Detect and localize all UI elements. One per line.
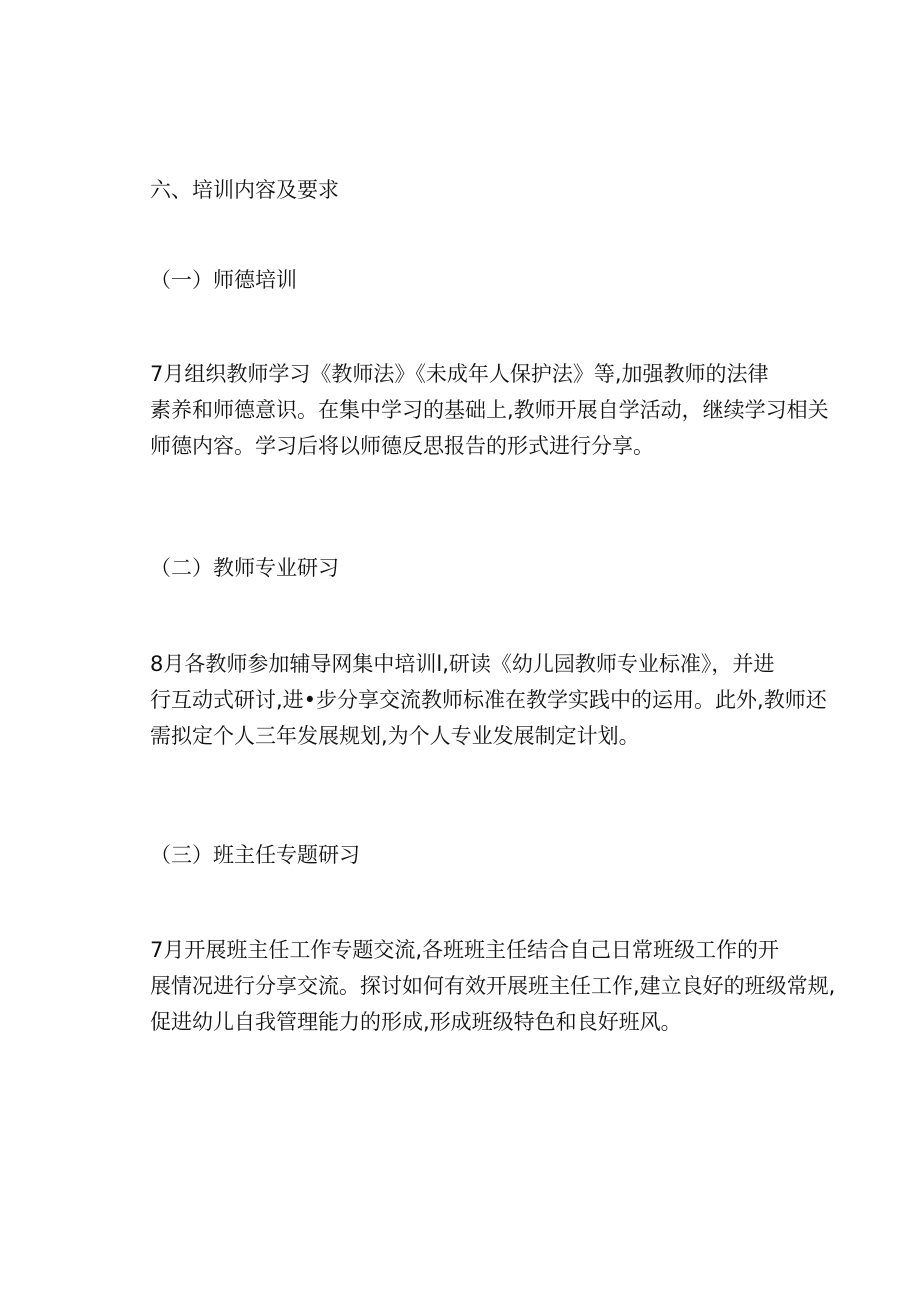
paragraph-2 [150,646,827,754]
subsection-heading-1: （一）师德培训 [150,268,297,292]
paragraph-line: 师德内容。学习后将以师德反思报告的形式进行分享。 [150,434,654,458]
paragraph-line: 展情况进行分享交流。探讨如何有效开展班主任工作,建立良好的班级常规, [150,974,836,998]
paragraph-line: 8月各教师参加辅导网集中培训l,研读《幼儿园教师专业标准》，并进 [150,652,775,676]
paragraph-line: 7月开展班主任工作专题交流,各班班主任结合自己日常班级工作的开 [150,938,780,962]
section-title: 六、培训内容及要求 [150,178,339,202]
paragraph-line: 7月组织教师学习《教师法》《未成年人保护法》等,加强教师的法律 [150,362,769,386]
paragraph-1 [150,356,829,464]
paragraph-line: 促进幼儿自我管理能力的形成,形成班级特色和良好班风。 [150,1010,682,1034]
paragraph-line: 行互动式研讨,进•步分享交流教师标准在教学实践中的运用。此外,教师还 [150,688,827,712]
paragraph-line: 素养和师德意识。在集中学习的基础上,教师开展自学活动，继续学习相关 [150,398,829,422]
paragraph-3 [150,932,836,1040]
paragraph-line: 需拟定个人三年发展规划,为个人专业发展制定计划。 [150,724,640,748]
subsection-heading-2: （二）教师专业研习 [150,556,339,580]
subsection-heading-3: （三）班主任专题研习 [150,843,360,867]
